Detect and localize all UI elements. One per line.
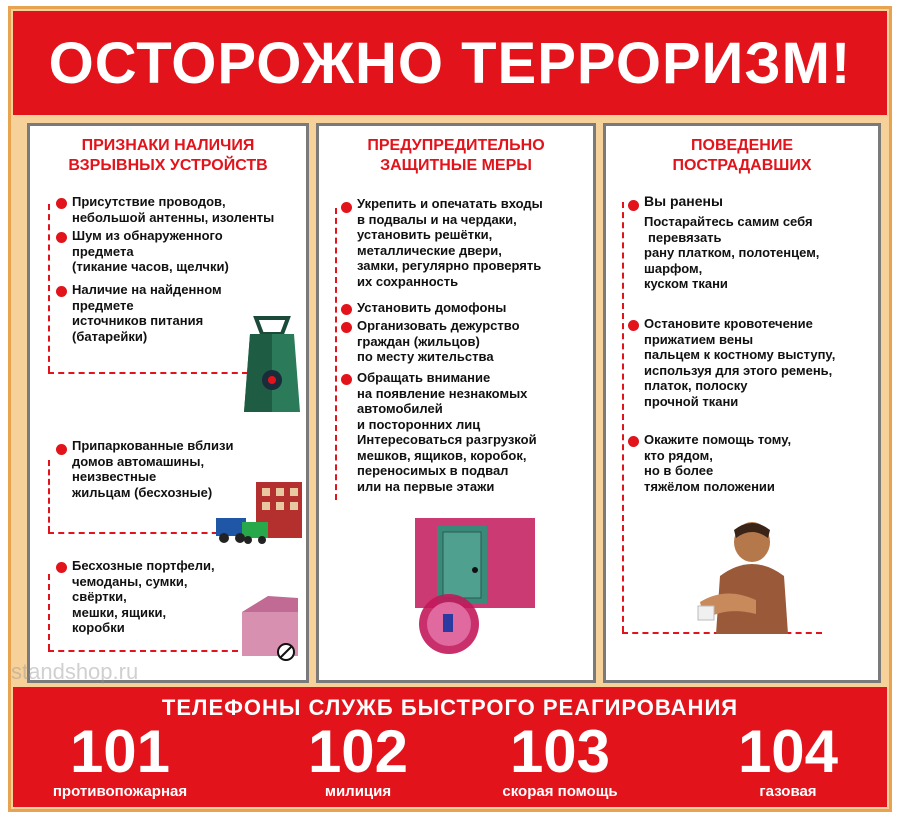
text-line: Припаркованные вблизи — [72, 438, 234, 453]
dashed-line — [622, 202, 624, 632]
text-line: неизвестные — [72, 469, 157, 484]
text-line: Бесхозные портфели, — [72, 558, 215, 573]
list-item — [357, 300, 506, 316]
list-item — [72, 228, 229, 275]
text-line: и посторонних лиц — [357, 416, 481, 432]
watermark-text: standshop.ru — [11, 659, 139, 684]
phone-label: газовая — [759, 783, 817, 800]
panel-title-line: ПОВЕДЕНИЕ — [691, 137, 793, 154]
panel-title-line: ПРИЗНАКИ НАЛИЧИЯ — [81, 137, 255, 154]
list-item — [357, 196, 543, 289]
poster — [8, 6, 892, 812]
panel-victim-behavior — [603, 123, 881, 683]
text-line: рану платком, полотенцем, — [644, 245, 820, 260]
text-line: Установить домофоны — [357, 300, 507, 315]
text-line: прочной ткани — [644, 393, 739, 409]
text-line: коробки — [72, 620, 125, 635]
phones-heading: ТЕЛЕФОНЫ СЛУЖБ БЫСТРОГО РЕАГИРОВАНИЯ — [161, 695, 739, 720]
text-line: жильцам (бесхозные) — [72, 484, 213, 500]
bullet-icon — [341, 374, 352, 385]
text-line: граждан (жильцов) — [357, 333, 480, 349]
bullet-icon — [56, 198, 67, 209]
bullet-icon — [628, 200, 639, 211]
text-line: чемоданы, сумки, — [72, 573, 188, 589]
phone-number: 103 — [509, 718, 611, 785]
phone-number: 101 — [69, 718, 171, 785]
list-item — [72, 282, 222, 344]
bag-illustration — [242, 316, 302, 416]
bullet-icon — [628, 320, 639, 331]
phone-label: противопожарная — [52, 783, 188, 800]
text-line: прижатием вены — [644, 331, 754, 347]
list-item — [72, 558, 215, 636]
poster-title: ОСТОРОЖНО ТЕРРОРИЗМ! — [48, 30, 852, 96]
list-item-heading — [644, 194, 723, 210]
panel-title — [30, 136, 306, 176]
text-line: замки, регулярно проверять — [357, 258, 542, 273]
list-item — [644, 214, 819, 292]
panel-title-line: ЗАЩИТНЫЕ МЕРЫ — [380, 157, 532, 174]
dashed-line — [48, 372, 248, 374]
text-line: но в более — [644, 463, 714, 478]
dashed-line — [48, 532, 228, 534]
text-line: используя для этого ремень, — [644, 362, 833, 378]
text-line: на появление незнакомых — [357, 385, 528, 401]
text-line: Вы ранены — [644, 193, 723, 209]
text-line: куском ткани — [644, 276, 728, 291]
dashed-line — [48, 204, 50, 372]
phone-number: 104 — [737, 718, 839, 785]
text-line: предмета — [72, 243, 134, 259]
text-line: Остановите кровотечение — [644, 316, 813, 331]
dashed-line — [48, 574, 50, 650]
cars-building-illustration — [216, 478, 304, 548]
text-line: Наличие на найденном — [72, 282, 222, 297]
text-line: кто рядом, — [644, 447, 713, 463]
text-line: установить решётки, — [357, 227, 493, 242]
text-line: Окажите помощь тому, — [644, 432, 792, 447]
panel-title — [606, 136, 878, 176]
text-line: Интересоваться разгрузкой — [357, 432, 537, 447]
phone-label: скорая помощь — [502, 783, 618, 800]
injured-person-illustration — [696, 516, 796, 646]
text-line: (тикание часов, щелчки) — [72, 259, 229, 274]
text-line: переносимых в подвал — [357, 463, 509, 478]
list-item — [644, 432, 791, 494]
dashed-line — [48, 650, 238, 652]
text-line: шарфом, — [644, 260, 703, 276]
text-line: Шум из обнаруженного — [72, 228, 223, 243]
text-line: источников питания — [72, 313, 204, 328]
dashed-line — [48, 460, 50, 532]
list-item — [72, 438, 234, 500]
text-line: Постарайтесь самим себя — [644, 214, 813, 229]
text-line: предмете — [72, 297, 134, 313]
text-line: (батарейки) — [72, 328, 148, 344]
bullet-icon — [341, 304, 352, 315]
text-line: небольшой антенны, изоленты — [72, 209, 275, 225]
text-line: перевязать — [648, 229, 722, 245]
panel-protective-measures — [316, 123, 596, 683]
text-line: или на первые этажи — [357, 478, 495, 494]
text-line: платок, полоску — [644, 378, 748, 393]
list-item — [357, 318, 520, 365]
text-line: пальцем к костному выступу, — [644, 347, 836, 362]
panel-title-line: ПРЕДУПРЕДИТЕЛЬНО — [367, 137, 545, 154]
text-line: Обращать внимание — [357, 370, 491, 385]
list-item — [644, 316, 835, 409]
text-line: их сохранность — [357, 273, 459, 289]
door-illustration — [415, 518, 535, 668]
text-line: тяжёлом положении — [644, 478, 775, 494]
text-line: по месту жительства — [357, 349, 494, 364]
text-line: Укрепить и опечатать входы — [357, 196, 543, 211]
panel-title-line: ВЗРЫВНЫХ УСТРОЙСТВ — [68, 157, 268, 174]
panel-title-line: ПОСТРАДАВШИХ — [672, 157, 812, 174]
bullet-icon — [56, 232, 67, 243]
box-illustration — [238, 588, 304, 664]
phone-label: милиция — [324, 783, 392, 800]
list-item — [357, 370, 537, 494]
panel-title — [319, 136, 593, 176]
text-line: Организовать дежурство — [357, 318, 520, 333]
text-line: Присутствие проводов, — [72, 194, 226, 209]
bullet-icon — [341, 322, 352, 333]
panel-explosive-signs — [27, 123, 309, 683]
bullet-icon — [56, 444, 67, 455]
text-line: мешков, ящиков, коробок, — [357, 447, 527, 463]
dashed-line — [335, 208, 337, 500]
list-item — [72, 194, 274, 225]
phone-number: 102 — [307, 718, 409, 785]
bullet-icon — [341, 202, 352, 213]
text-line: свёртки, — [72, 589, 127, 604]
text-line: автомобилей — [357, 401, 443, 416]
text-line: в подвалы и на чердаки, — [357, 211, 517, 227]
bullet-icon — [56, 286, 67, 297]
text-line: мешки, ящики, — [72, 604, 167, 620]
bullet-icon — [628, 436, 639, 447]
title-banner — [13, 11, 887, 115]
text-line: металлические двери, — [357, 242, 502, 258]
phones-banner — [13, 687, 887, 807]
bullet-icon — [56, 562, 67, 573]
text-line: домов автомашины, — [72, 453, 205, 469]
